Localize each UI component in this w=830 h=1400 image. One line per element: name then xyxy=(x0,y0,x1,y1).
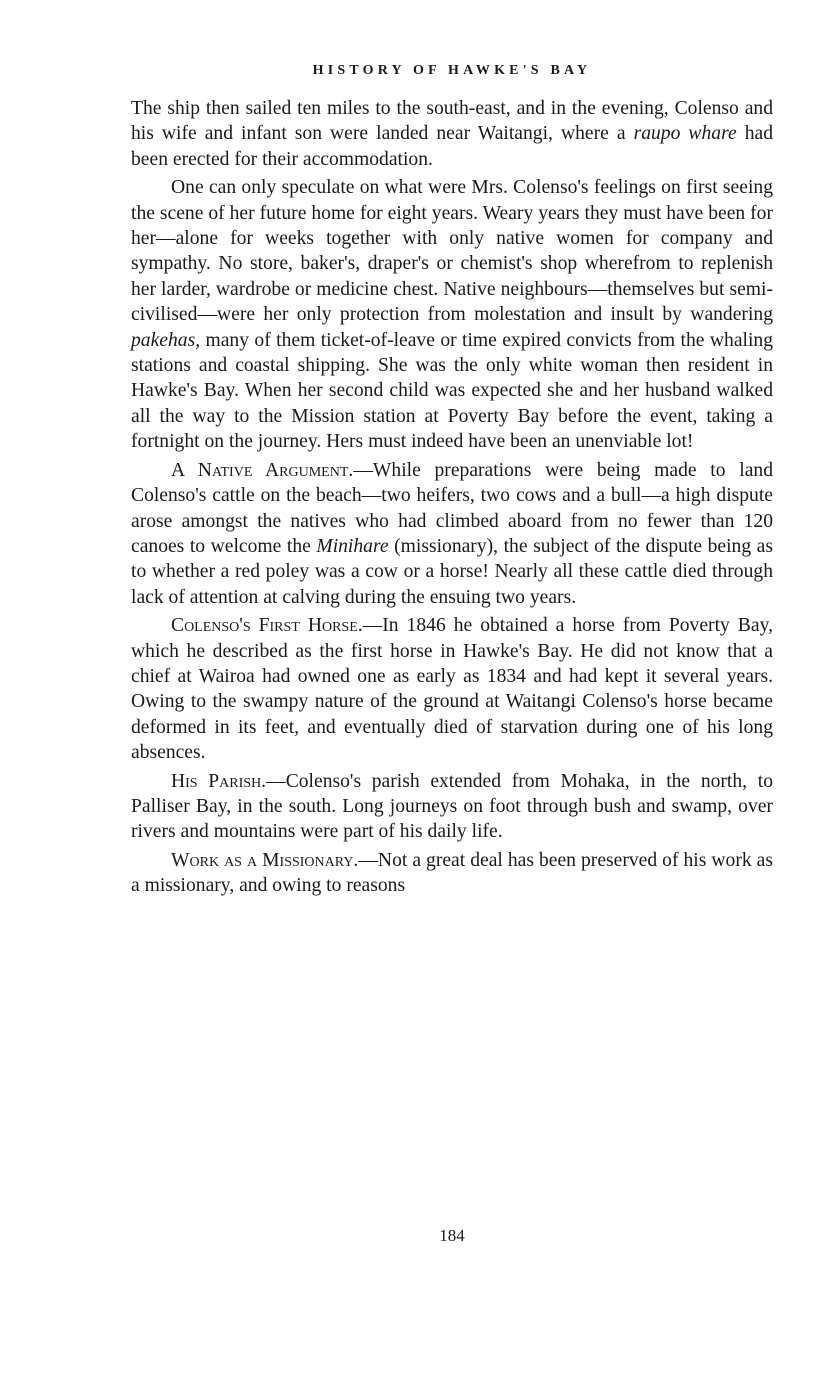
paragraph-text: —While preparations were being made to land Colenso's cattle on the beach—two heifers, two cows and a bull—a high dispute arose amongst the natives who had climbed aboard from no fewer than 120 canoes to welcome the xyxy=(131,459,773,557)
page-number: 184 xyxy=(439,1226,465,1245)
paragraph-text: (missionary), the subject of the dispute being as to whether a red poley was a cow or a horse! Nearly all these cattle died through lack of attention at calving during the ensuing two years. xyxy=(131,535,773,608)
paragraph-text: One can only speculate on what were Mrs. Colenso's feelings on first seeing the scene of her future home for eight years. Weary years they must have been for her—alone for weeks together with only native women for company and sympathy. No store, baker's, draper's or chemist's shop wherefrom to replenish her larder, wardrobe or medicine chest. Native neighbours—themselves but semi-civilised—were her only protection from molestation and insult by wandering xyxy=(131,177,773,326)
paragraph-ship-landing xyxy=(131,96,773,172)
paragraph-text: had been erected for their accommodation. xyxy=(131,123,774,170)
paragraph-text: —In 1846 he obtained a horse from Poverty Bay, which he described as the first horse in Hawke's Bay. He did not know that a chief at Wairoa had owned one as early as 1834 and had kept it several years. Owing to the swampy nature of the ground at Waitangi Colenso's horse became deformed in its feet, and eventually died of starvation during one of his long absences. xyxy=(131,615,773,764)
italic-term: pakehas, xyxy=(131,329,201,351)
italic-term: Minihare xyxy=(316,535,389,557)
section-heading: Work as a Missionary. xyxy=(171,849,359,871)
paragraph-parish xyxy=(131,769,773,845)
running-header: HISTORY OF HAWKE'S BAY xyxy=(312,63,592,78)
section-heading: His Parish. xyxy=(171,770,267,792)
paragraph-first-horse xyxy=(131,613,773,765)
paragraph-missionary-work xyxy=(131,848,773,899)
paragraph-native-argument xyxy=(131,458,773,610)
italic-term: raupo whare xyxy=(633,123,737,145)
paragraph-text: many of them ticket-of-leave or time expired convicts from the whaling stations and coastal shipping. She was the only white woman then resident in Hawke's Bay. When her second child was expected she and her husband walked all the way to the Mission station at Poverty Bay before the event, taking a fortnight on the journey. Hers must indeed have been an unenviable lot! xyxy=(131,329,773,453)
paragraph-text: The ship then sailed ten miles to the south-east, and in the evening, Colenso and his wife and infant son were landed near Waitangi, where a xyxy=(131,98,773,145)
paragraph-text: —Colenso's parish extended from Mohaka, in the north, to Palliser Bay, in the south. Long journeys on foot through bush and swamp, over rivers and mountains were part of his daily life. xyxy=(131,770,773,843)
book-page xyxy=(131,62,774,1245)
section-heading: A Native Argument. xyxy=(171,459,354,481)
paragraph-mrs-colenso xyxy=(131,175,773,454)
section-heading: Colenso's First Horse. xyxy=(171,615,363,637)
paragraph-text: —Not a great deal has been preserved of his work as a missionary, and owing to reasons xyxy=(131,849,773,897)
